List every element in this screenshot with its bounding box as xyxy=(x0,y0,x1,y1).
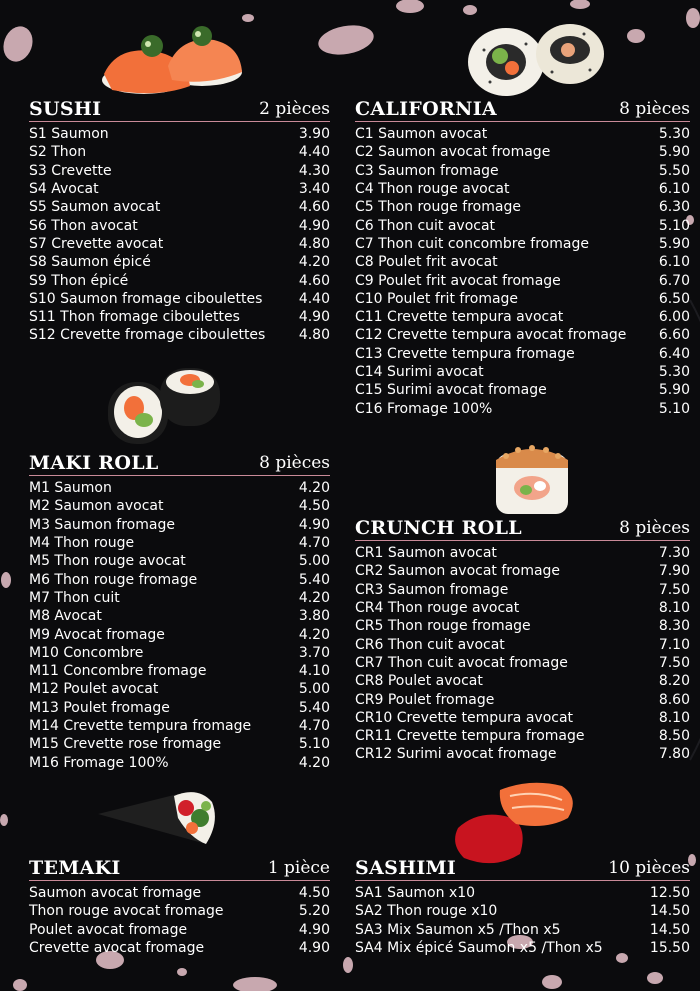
menu-item xyxy=(29,939,330,957)
menu-item-price: 12.50 xyxy=(649,885,690,902)
menu-item-name: Thon rouge avocat fromage xyxy=(29,903,224,920)
menu-item-price: 4.30 xyxy=(298,162,330,179)
section-count: 1 pièce xyxy=(267,858,330,878)
sashimi-item-list xyxy=(355,884,690,957)
menu-item-name: S1 Saumon xyxy=(29,126,109,143)
petal xyxy=(463,5,477,15)
menu-item-price: 4.90 xyxy=(298,940,330,957)
menu-item-price: 7.50 xyxy=(658,654,690,671)
menu-item xyxy=(29,479,330,497)
sushi-header xyxy=(29,98,330,122)
faint-ring xyxy=(690,300,700,760)
menu-item-name: S6 Thon avocat xyxy=(29,217,138,234)
menu-item xyxy=(355,345,690,363)
menu-item xyxy=(29,235,330,253)
menu-item xyxy=(29,162,330,180)
sushi-section xyxy=(29,98,330,345)
menu-item xyxy=(355,216,690,234)
menu-item xyxy=(355,198,690,216)
menu-item-name: C3 Saumon fromage xyxy=(355,162,499,179)
petal xyxy=(570,0,590,9)
menu-item xyxy=(29,497,330,515)
maki-roll-header xyxy=(29,452,330,476)
menu-item-price: 3.80 xyxy=(298,608,330,625)
section-title: TEMAKI xyxy=(29,857,121,879)
petal xyxy=(177,968,187,976)
menu-item-name: C12 Crevette tempura avocat fromage xyxy=(355,327,627,344)
petal xyxy=(647,972,663,984)
menu-item-name: M3 Saumon fromage xyxy=(29,516,175,533)
menu-item-name: SA4 Mix épicé Saumon x5 /Thon x5 xyxy=(355,940,603,957)
petal xyxy=(0,22,37,65)
menu-item xyxy=(29,534,330,552)
menu-item-name: CR11 Crevette tempura fromage xyxy=(355,728,585,745)
menu-item xyxy=(29,180,330,198)
sashimi-section xyxy=(355,857,690,957)
menu-item xyxy=(29,735,330,753)
menu-item xyxy=(29,921,330,939)
maki-roll-section xyxy=(29,452,330,772)
menu-item-name: S4 Avocat xyxy=(29,181,99,198)
menu-item xyxy=(355,939,690,957)
menu-item-price: 7.10 xyxy=(658,636,690,653)
menu-item-price: 4.50 xyxy=(298,885,330,902)
crunch-roll-item-list xyxy=(355,544,690,764)
menu-item-name: CR4 Thon rouge avocat xyxy=(355,600,520,617)
menu-item-name: M15 Crevette rose fromage xyxy=(29,736,222,753)
menu-item xyxy=(355,727,690,745)
menu-item xyxy=(29,253,330,271)
menu-item-name: C2 Saumon avocat fromage xyxy=(355,144,551,161)
menu-item-price: 5.10 xyxy=(298,736,330,753)
menu-item-name: C9 Poulet frit avocat fromage xyxy=(355,272,561,289)
menu-item-price: 5.30 xyxy=(658,126,690,143)
menu-item-price: 5.30 xyxy=(658,364,690,380)
menu-item-name: M9 Avocat fromage xyxy=(29,626,165,643)
menu-item xyxy=(355,902,690,920)
menu-item-price: 4.70 xyxy=(298,535,330,552)
nigiri-salmon-image xyxy=(98,24,246,100)
menu-item-name: M2 Saumon avocat xyxy=(29,498,164,515)
petal xyxy=(343,957,353,973)
menu-item xyxy=(355,745,690,763)
petal xyxy=(686,8,700,28)
menu-item xyxy=(355,399,690,417)
menu-item xyxy=(29,290,330,308)
menu-item-name: CR7 Thon cuit avocat fromage xyxy=(355,654,568,671)
menu-item-price: 4.40 xyxy=(298,290,330,307)
menu-item-price: 4.70 xyxy=(298,718,330,734)
menu-item-price: 5.90 xyxy=(658,235,690,252)
menu-item xyxy=(355,599,690,617)
temaki-item-list xyxy=(29,884,330,957)
menu-item xyxy=(355,690,690,708)
section-title: CALIFORNIA xyxy=(355,98,497,120)
menu-item-price: 14.50 xyxy=(649,921,690,938)
section-title: MAKI ROLL xyxy=(29,452,159,474)
menu-item-name: CR2 Saumon avocat fromage xyxy=(355,563,561,580)
california-header xyxy=(355,98,690,122)
menu-item-price: 4.80 xyxy=(298,235,330,252)
menu-item-name: M16 Fromage 100% xyxy=(29,754,169,771)
sashimi-header xyxy=(355,857,690,881)
menu-item-name: S11 Thon fromage ciboulettes xyxy=(29,309,240,326)
menu-item-name: S2 Thon xyxy=(29,144,87,161)
section-count: 8 pièces xyxy=(619,518,690,538)
menu-item-price: 8.50 xyxy=(658,728,690,745)
petal xyxy=(1,572,11,588)
menu-item xyxy=(355,921,690,939)
menu-item xyxy=(355,381,690,399)
menu-item-name: M12 Poulet avocat xyxy=(29,681,159,698)
menu-item-name: S5 Saumon avocat xyxy=(29,199,161,216)
menu-item-name: SA2 Thon rouge x10 xyxy=(355,903,498,920)
menu-item xyxy=(29,884,330,902)
menu-item-name: C13 Crevette tempura fromage xyxy=(355,345,575,362)
petal xyxy=(396,0,424,13)
menu-item-price: 3.70 xyxy=(298,644,330,661)
temaki-image xyxy=(94,788,220,860)
section-title: CRUNCH ROLL xyxy=(355,517,522,539)
menu-item xyxy=(355,271,690,289)
menu-item-price: 7.90 xyxy=(658,563,690,580)
menu-item-name: CR5 Thon rouge fromage xyxy=(355,618,531,635)
section-title: SUSHI xyxy=(29,98,102,120)
menu-item xyxy=(29,516,330,534)
menu-item-name: Poulet avocat fromage xyxy=(29,921,188,938)
menu-item-price: 5.90 xyxy=(658,144,690,161)
menu-item xyxy=(355,363,690,381)
maki-roll-item-list xyxy=(29,479,330,772)
menu-item-name: CR12 Surimi avocat fromage xyxy=(355,746,557,763)
menu-item-price: 4.20 xyxy=(298,480,330,497)
menu-item-price: 8.20 xyxy=(658,673,690,690)
menu-item-price: 7.80 xyxy=(658,746,690,763)
menu-item xyxy=(29,644,330,662)
menu-item xyxy=(29,625,330,643)
section-count: 8 pièces xyxy=(259,453,330,473)
menu-item-price: 4.80 xyxy=(298,327,330,344)
menu-item xyxy=(355,326,690,344)
menu-item-price: 5.20 xyxy=(298,903,330,920)
menu-item xyxy=(29,753,330,771)
menu-item-price: 6.00 xyxy=(658,309,690,326)
menu-item xyxy=(355,162,690,180)
menu-item-price: 6.10 xyxy=(658,181,690,198)
menu-item xyxy=(29,699,330,717)
menu-item-name: S3 Crevette xyxy=(29,162,112,179)
menu-item xyxy=(29,326,330,344)
menu-item-price: 4.20 xyxy=(298,254,330,271)
maki-roll-image xyxy=(104,364,222,448)
menu-item xyxy=(29,902,330,920)
section-title: SASHIMI xyxy=(355,857,457,879)
menu-item-price: 4.60 xyxy=(298,199,330,216)
menu-item xyxy=(355,253,690,271)
menu-item-name: M7 Thon cuit xyxy=(29,589,120,606)
menu-item xyxy=(29,271,330,289)
menu-item-name: C5 Thon rouge fromage xyxy=(355,199,521,216)
menu-item-name: C4 Thon rouge avocat xyxy=(355,181,510,198)
menu-item-name: CR9 Poulet fromage xyxy=(355,691,495,708)
menu-item-price: 7.50 xyxy=(658,581,690,598)
menu-item xyxy=(29,662,330,680)
menu-item-price: 4.10 xyxy=(298,663,330,680)
petal xyxy=(627,29,645,43)
menu-item-name: M1 Saumon xyxy=(29,480,112,497)
menu-item xyxy=(355,290,690,308)
menu-item-name: C10 Poulet frit fromage xyxy=(355,290,519,307)
california-section xyxy=(355,98,690,418)
menu-item-name: M8 Avocat xyxy=(29,608,102,625)
menu-item-name: M10 Concombre xyxy=(29,644,144,661)
menu-item xyxy=(29,570,330,588)
menu-item xyxy=(355,635,690,653)
menu-item-price: 4.90 xyxy=(298,516,330,533)
section-count: 2 pièces xyxy=(259,99,330,119)
menu-item-price: 14.50 xyxy=(649,903,690,920)
menu-item-name: CR1 Saumon avocat xyxy=(355,545,497,562)
menu-item-price: 6.40 xyxy=(658,345,690,362)
petal xyxy=(233,977,277,991)
petal xyxy=(13,979,27,991)
menu-item-price: 6.70 xyxy=(658,272,690,289)
menu-item xyxy=(355,672,690,690)
menu-item xyxy=(355,180,690,198)
menu-item-name: C6 Thon cuit avocat xyxy=(355,217,496,234)
menu-item-name: S10 Saumon fromage ciboulettes xyxy=(29,290,263,307)
menu-item-price: 6.30 xyxy=(658,199,690,216)
menu-item xyxy=(355,884,690,902)
menu-item-price: 8.60 xyxy=(658,691,690,708)
menu-item-price: 6.10 xyxy=(658,254,690,271)
menu-item-name: CR6 Thon cuit avocat xyxy=(355,636,505,653)
menu-item-name: M11 Concombre fromage xyxy=(29,663,207,680)
menu-item-price: 5.10 xyxy=(658,217,690,234)
menu-item xyxy=(29,308,330,326)
menu-item xyxy=(355,143,690,161)
menu-item-name: C7 Thon cuit concombre fromage xyxy=(355,235,589,252)
menu-item-price: 7.30 xyxy=(658,545,690,562)
menu-item-name: Crevette avocat fromage xyxy=(29,940,205,957)
menu-item-name: SA3 Mix Saumon x5 /Thon x5 xyxy=(355,921,561,938)
petal xyxy=(316,21,376,58)
menu-item-name: CR3 Saumon fromage xyxy=(355,581,509,598)
petal xyxy=(0,814,8,826)
menu-item-name: M6 Thon rouge fromage xyxy=(29,571,198,588)
menu-item-name: S8 Saumon épicé xyxy=(29,254,151,271)
menu-item-price: 15.50 xyxy=(649,940,690,957)
menu-item xyxy=(29,143,330,161)
menu-item-price: 5.50 xyxy=(658,162,690,179)
menu-item xyxy=(355,709,690,727)
menu-item xyxy=(355,617,690,635)
menu-item-name: M13 Poulet fromage xyxy=(29,699,170,716)
menu-item-price: 5.90 xyxy=(658,382,690,399)
menu-item-price: 5.40 xyxy=(298,571,330,588)
menu-item-price: 6.50 xyxy=(658,290,690,307)
menu-item-price: 4.60 xyxy=(298,272,330,289)
sushi-item-list xyxy=(29,125,330,345)
menu-item xyxy=(355,581,690,599)
menu-item-name: SA1 Saumon x10 xyxy=(355,885,476,902)
menu-item-price: 4.40 xyxy=(298,144,330,161)
menu-item-name: S7 Crevette avocat xyxy=(29,235,164,252)
menu-item-name: C11 Crevette tempura avocat xyxy=(355,309,564,326)
menu-item xyxy=(29,680,330,698)
menu-item-name: C1 Saumon avocat xyxy=(355,126,488,143)
menu-item-name: S12 Crevette fromage ciboulettes xyxy=(29,327,266,344)
menu-item xyxy=(29,198,330,216)
menu-item-name: C15 Surimi avocat fromage xyxy=(355,382,547,399)
menu-item-price: 4.50 xyxy=(298,498,330,515)
menu-item xyxy=(355,125,690,143)
menu-item-price: 4.20 xyxy=(298,626,330,643)
menu-item-price: 3.90 xyxy=(298,126,330,143)
menu-item xyxy=(29,717,330,735)
menu-item-name: C8 Poulet frit avocat xyxy=(355,254,498,271)
temaki-header xyxy=(29,857,330,881)
menu-item xyxy=(29,589,330,607)
petal xyxy=(242,14,254,22)
menu-item-price: 8.10 xyxy=(658,709,690,726)
menu-item-price: 5.00 xyxy=(298,681,330,698)
menu-item-name: M5 Thon rouge avocat xyxy=(29,553,186,570)
california-item-list xyxy=(355,125,690,418)
menu-item xyxy=(355,544,690,562)
section-count: 8 pièces xyxy=(619,99,690,119)
menu-item xyxy=(29,607,330,625)
menu-item-price: 5.40 xyxy=(298,699,330,716)
menu-item-price: 3.40 xyxy=(298,181,330,198)
menu-item-price: 5.00 xyxy=(298,553,330,570)
crunch-roll-header xyxy=(355,517,690,541)
temaki-section xyxy=(29,857,330,957)
section-count: 10 pièces xyxy=(608,858,690,878)
california-roll-image xyxy=(464,20,610,98)
menu-item-name: C16 Fromage 100% xyxy=(355,400,493,417)
crunch-roll-image xyxy=(492,438,572,518)
menu-item-name: S9 Thon épicé xyxy=(29,272,129,289)
menu-item xyxy=(355,562,690,580)
menu-item-name: CR10 Crevette tempura avocat xyxy=(355,709,574,726)
menu-item-price: 6.60 xyxy=(658,327,690,344)
menu-item-price: 4.20 xyxy=(298,754,330,771)
menu-item-name: C14 Surimi avocat xyxy=(355,364,484,380)
menu-item xyxy=(29,125,330,143)
menu-item-price: 8.30 xyxy=(658,618,690,635)
menu-item xyxy=(29,552,330,570)
menu-item xyxy=(355,308,690,326)
menu-item-price: 4.90 xyxy=(298,921,330,938)
menu-item-name: CR8 Poulet avocat xyxy=(355,673,483,690)
menu-item-price: 8.10 xyxy=(658,600,690,617)
menu-item-name: M4 Thon rouge xyxy=(29,535,135,552)
menu-item-price: 4.90 xyxy=(298,309,330,326)
menu-item xyxy=(29,216,330,234)
crunch-roll-section xyxy=(355,517,690,764)
menu-item-price: 4.90 xyxy=(298,217,330,234)
petal xyxy=(542,975,562,989)
menu-item-price: 5.10 xyxy=(658,400,690,417)
menu-item-name: Saumon avocat fromage xyxy=(29,885,202,902)
menu-item-price: 4.20 xyxy=(298,589,330,606)
menu-item xyxy=(355,654,690,672)
menu-item-name: M14 Crevette tempura fromage xyxy=(29,718,252,734)
menu-item xyxy=(355,235,690,253)
